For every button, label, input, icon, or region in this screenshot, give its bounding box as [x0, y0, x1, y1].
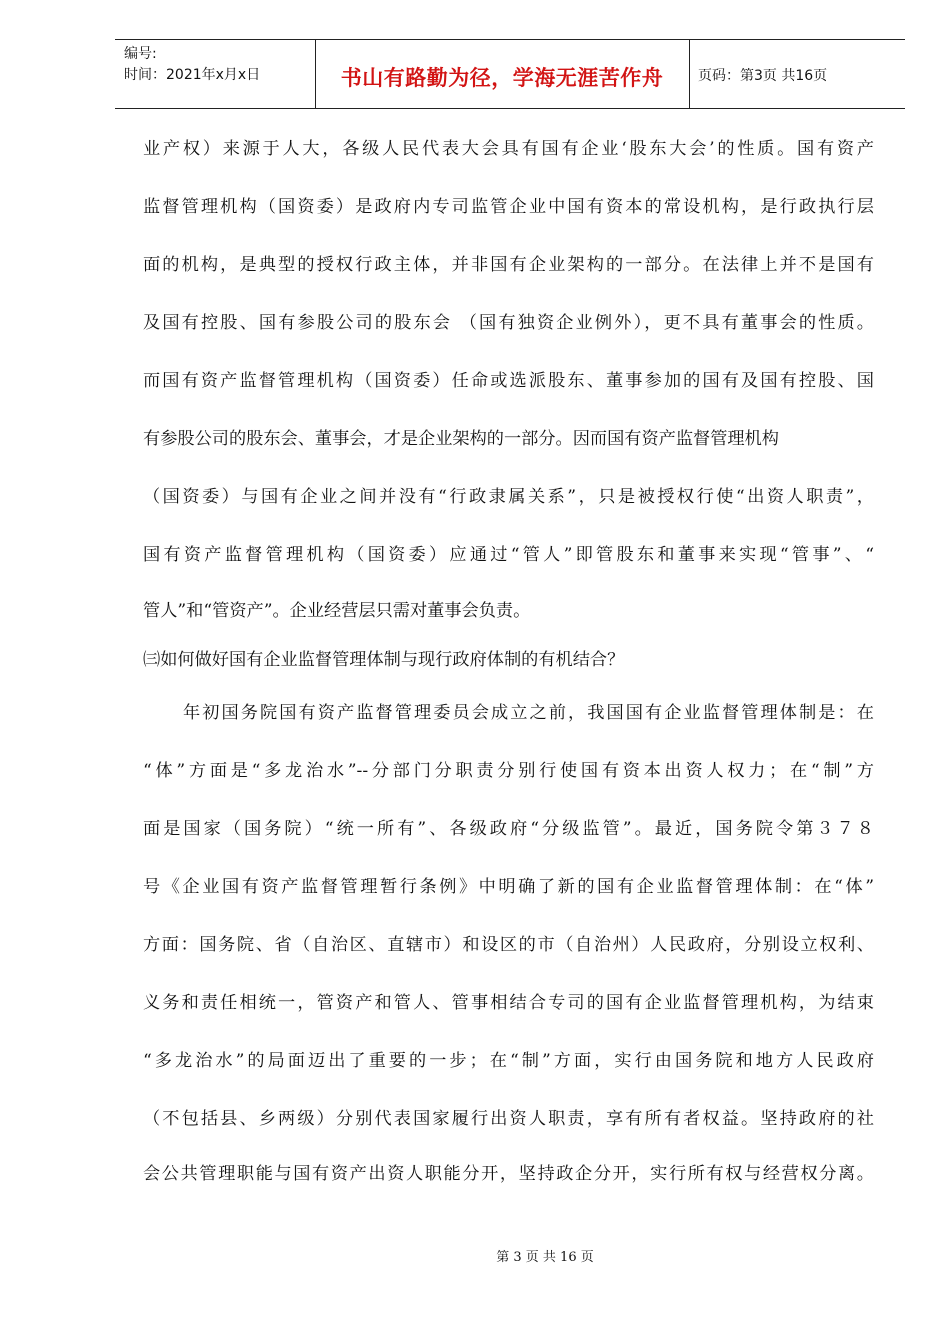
body-line: 管人”和“管资产”。企业经营层只需对董事会负责。	[143, 601, 531, 621]
body-line: 监督管理机构（国资委）是政府内专司监管企业中国有资本的常设机构，是行政执行层	[143, 197, 874, 217]
time-label: 时间：2021年x月x日	[124, 67, 261, 83]
body-line: 义务和责任相统一，管资产和管人、管事相结合专司的国有企业监督管理机构，为结束	[143, 993, 874, 1013]
header-motto: 书山有路勤为径，学海无涯苦作舟	[340, 66, 664, 90]
body-line: “多龙治水”的局面迈出了重要的一步；在“制”方面，实行由国务院和地方人民政府	[143, 1051, 874, 1071]
body-line: （国资委）与国有企业之间并没有“行政隶属关系”，只是被授权行使“出资人职责”，	[143, 487, 874, 507]
section-heading: ㈢如何做好国有企业监督管理体制与现行政府体制的有机结合？	[143, 650, 625, 670]
body-line: 及国有控股、国有参股公司的股东会 （国有独资企业例外），更不具有董事会的性质。	[143, 313, 874, 333]
header-page-number: 页码：第3页 共16页	[698, 68, 828, 84]
body-line: 方面：国务院、省（自治区、直辖市）和设区的市（自治州）人民政府，分别设立权利、	[143, 935, 874, 955]
body-line: （不包括县、乡两级）分别代表国家履行出资人职责，享有所有者权益。坚持政府的社	[143, 1109, 874, 1129]
header-page-cell	[690, 40, 905, 108]
body-line: 会公共管理职能与国有资产出资人职能分开，坚持政企分开，实行所有权与经营权分离。	[143, 1164, 874, 1184]
body-line: 有参股公司的股东会、董事会，才是企业架构的一部分。因而国有资产监督管理机构	[143, 429, 779, 449]
body-line: 面的机构，是典型的授权行政主体，并非国有企业架构的一部分。在法律上并不是国有	[143, 255, 874, 275]
serial-number-label: 编号:	[124, 46, 157, 62]
body-line: 国有资产监督管理机构（国资委）应通过“管人”即管股东和董事来实现“管事”、“	[143, 545, 874, 565]
page-footer: 第 3 页 共 16 页	[496, 1250, 594, 1265]
body-line: 而国有资产监督管理机构（国资委）任命或选派股东、董事参加的国有及国有控股、国	[143, 371, 874, 391]
body-line: “体”方面是“多龙治水”--分部门分职责分别行使国有资本出资人权力；在“制”方	[143, 761, 874, 781]
header-motto-cell	[315, 40, 690, 108]
body-line: 面是国家（国务院）“统一所有”、各级政府“分级监管”。最近，国务院令第３７８	[143, 819, 874, 839]
header-meta-cell	[115, 40, 316, 108]
body-line: 业产权）来源于人大，各级人民代表大会具有国有企业‘股东大会’的性质。国有资产	[143, 139, 874, 159]
body-line: 号《企业国有资产监督管理暂行条例》中明确了新的国有企业监督管理体制：在“体”	[143, 877, 874, 897]
page-header	[115, 39, 905, 109]
body-line: 年初国务院国有资产监督管理委员会成立之前，我国国有企业监督管理体制是：在	[183, 703, 874, 723]
